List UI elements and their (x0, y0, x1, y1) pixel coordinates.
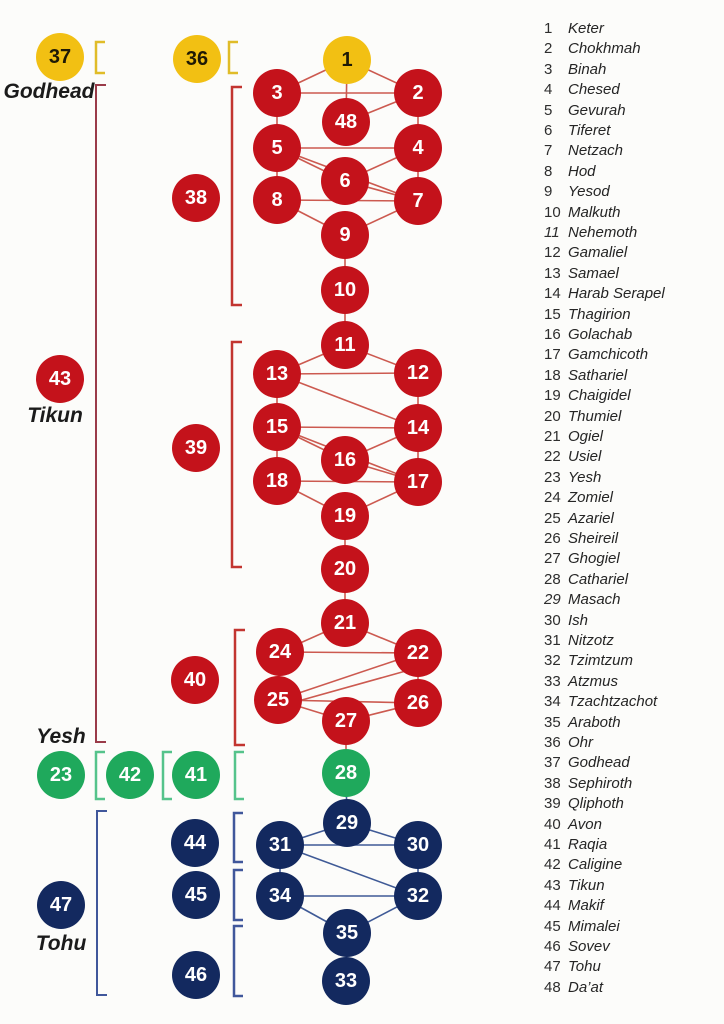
legend-item-name: Sovev (568, 938, 610, 955)
legend-item-number: 41 (544, 836, 561, 853)
legend-item-number: 39 (544, 795, 561, 813)
legend-item-number: 7 (544, 142, 553, 160)
legend-item-name: Zomiel (568, 489, 614, 507)
node-23: 23 (37, 751, 85, 799)
legend-item-number: 32 (544, 652, 561, 670)
legend-item-name: Keter (568, 20, 604, 37)
legend-item-number: 5 (544, 101, 553, 119)
node-42: 42 (106, 751, 154, 799)
legend-item-name: Thagirion (568, 305, 631, 323)
legend-item-10 (510, 204, 720, 224)
node-16: 16 (321, 436, 369, 484)
legend-item-name: Tzimtzum (568, 652, 633, 670)
node-26: 26 (394, 679, 442, 727)
node-10: 10 (321, 266, 369, 314)
node-18: 18 (253, 457, 301, 505)
legend-item-number: 4 (544, 81, 553, 99)
legend-item-17 (510, 346, 720, 366)
legend-item-name: Atzmus (568, 672, 619, 690)
bracket-36 (229, 42, 238, 73)
legend-item-number: 20 (544, 407, 561, 425)
legend-item-name: Golachab (568, 326, 633, 343)
legend-item-name: Yesod (568, 183, 610, 201)
legend-item-29 (510, 591, 720, 611)
node-46: 46 (172, 951, 220, 999)
node-36: 36 (173, 35, 221, 83)
legend-item-16 (510, 326, 720, 346)
legend-item-name: Avon (568, 815, 602, 833)
legend-item-number: 48 (544, 978, 561, 996)
legend-item-32 (510, 652, 720, 672)
legend-item-45 (510, 918, 720, 938)
node-15: 15 (253, 403, 301, 451)
node-17: 17 (394, 458, 442, 506)
legend-item-number: 21 (544, 428, 561, 445)
legend-item-22 (510, 448, 720, 468)
bracket-tikun-span (96, 85, 106, 742)
bracket-38-group (232, 87, 242, 305)
legend-item-name: Godhead (568, 754, 630, 772)
legend-item-48 (510, 979, 720, 999)
legend-item-name: Tiferet (568, 122, 611, 139)
legend-item-name: Hod (568, 162, 596, 180)
node-28: 28 (322, 749, 370, 797)
legend-item-number: 29 (544, 591, 561, 609)
legend-item-23 (510, 469, 720, 489)
node-45: 45 (172, 871, 220, 919)
bracket-39-group (232, 342, 242, 567)
legend-item-number: 40 (544, 815, 561, 833)
legend-item-number: 25 (544, 509, 561, 527)
legend-item-number: 14 (544, 285, 561, 303)
node-41: 41 (172, 751, 220, 799)
node-44: 44 (171, 819, 219, 867)
legend-item-13 (510, 265, 720, 285)
label-tikun: Tikun (27, 404, 83, 427)
legend-item-11 (510, 224, 720, 244)
node-12: 12 (394, 349, 442, 397)
node-8: 8 (253, 176, 301, 224)
legend-item-3 (510, 61, 720, 81)
bracket-23 (96, 752, 105, 799)
legend-item-number: 33 (544, 672, 561, 690)
node-7: 7 (394, 177, 442, 225)
legend-item-42 (510, 856, 720, 876)
legend-item-name: Ogiel (568, 428, 604, 445)
legend-item-name: Yesh (568, 468, 602, 486)
legend-item-name: Araboth (568, 713, 621, 731)
legend-item-name: Binah (568, 60, 607, 78)
legend-item-19 (510, 387, 720, 407)
legend-item-number: 12 (544, 244, 561, 262)
node-29: 29 (323, 799, 371, 847)
legend-item-14 (510, 285, 720, 305)
legend-item-name: Masach (568, 591, 621, 609)
node-38: 38 (172, 174, 220, 222)
legend-item-41 (510, 836, 720, 856)
legend-item-number: 28 (544, 570, 561, 588)
legend-item-39 (510, 795, 720, 815)
legend-item-number: 1 (544, 20, 553, 37)
legend-item-number: 36 (544, 734, 561, 751)
legend-item-33 (510, 673, 720, 693)
legend-item-name: Samael (568, 264, 619, 282)
legend-item-5 (510, 102, 720, 122)
legend-item-name: Sathariel (568, 366, 628, 384)
node-35: 35 (323, 909, 371, 957)
legend-item-number: 18 (544, 366, 561, 384)
bracket-41 (235, 752, 244, 799)
legend-item-12 (510, 244, 720, 264)
node-47: 47 (37, 881, 85, 929)
legend-item-number: 10 (544, 203, 561, 221)
legend-item-name: Tikun (568, 876, 605, 894)
legend-item-36 (510, 734, 720, 754)
node-2: 2 (394, 69, 442, 117)
node-43: 43 (36, 355, 84, 403)
legend-item-46 (510, 938, 720, 958)
node-14: 14 (394, 404, 442, 452)
node-22: 22 (394, 629, 442, 677)
legend-item-name: Chokhmah (568, 40, 641, 58)
legend-item-1 (510, 20, 720, 40)
node-25: 25 (254, 676, 302, 724)
legend-item-number: 44 (544, 897, 561, 915)
legend-item-name: Qliphoth (568, 795, 624, 813)
label-godhead: Godhead (3, 80, 95, 103)
legend-item-name: Mimalei (568, 917, 620, 935)
label-yesh: Yesh (36, 725, 86, 748)
legend-item-30 (510, 612, 720, 632)
node-32: 32 (394, 872, 442, 920)
legend-item-name: Thumiel (568, 407, 622, 425)
node-31: 31 (256, 821, 304, 869)
node-33: 33 (322, 957, 370, 1005)
legend-item-number: 15 (544, 305, 561, 323)
legend-item-38 (510, 775, 720, 795)
legend-item-20 (510, 408, 720, 428)
legend-item-name: Azariel (568, 509, 614, 527)
bracket-44-group (234, 813, 243, 862)
legend-item-number: 22 (544, 448, 561, 466)
node-20: 20 (321, 545, 369, 593)
legend-item-name: Chesed (568, 81, 620, 99)
legend-item-name: Malkuth (568, 203, 621, 221)
legend-item-number: 45 (544, 917, 561, 935)
node-24: 24 (256, 628, 304, 676)
legend-item-name: Gamchicoth (568, 346, 649, 364)
legend-item-number: 2 (544, 40, 553, 58)
legend-item-number: 31 (544, 632, 561, 649)
legend-item-name: Da’at (568, 978, 604, 996)
legend-item-name: Tzachtzachot (568, 693, 658, 711)
legend-item-44 (510, 897, 720, 917)
legend-item-31 (510, 632, 720, 652)
legend-item-number: 34 (544, 693, 561, 711)
node-19: 19 (321, 492, 369, 540)
legend-item-number: 43 (544, 876, 561, 894)
legend-item-number: 3 (544, 60, 553, 78)
legend-item-15 (510, 306, 720, 326)
node-34: 34 (256, 872, 304, 920)
node-9: 9 (321, 211, 369, 259)
legend-item-25 (510, 510, 720, 530)
bracket-45-group (234, 870, 243, 920)
legend-item-name: Makif (568, 897, 604, 915)
legend-item-number: 23 (544, 468, 561, 486)
bracket-46-group (234, 926, 243, 996)
legend-item-name: Cathariel (568, 570, 629, 588)
node-40: 40 (171, 656, 219, 704)
legend-item-28 (510, 571, 720, 591)
legend-item-number: 9 (544, 183, 553, 201)
legend-item-43 (510, 877, 720, 897)
legend-item-47 (510, 958, 720, 978)
legend-item-number: 17 (544, 346, 561, 364)
node-3: 3 (253, 69, 301, 117)
legend-item-number: 27 (544, 550, 561, 568)
legend-item-number: 13 (544, 264, 561, 282)
legend-item-7 (510, 142, 720, 162)
legend-item-name: Ghogiel (568, 550, 620, 568)
legend-item-number: 8 (544, 162, 553, 180)
legend-item-name: Chaigidel (568, 387, 631, 405)
legend-item-34 (510, 693, 720, 713)
legend-item-name: Sheireil (568, 530, 619, 547)
node-13: 13 (253, 350, 301, 398)
legend-item-27 (510, 550, 720, 570)
legend-item-name: Ish (568, 611, 589, 629)
legend-item-name: Harab Serapel (568, 285, 665, 303)
node-1: 1 (323, 36, 371, 84)
legend-item-name: Netzach (568, 142, 624, 160)
legend-item-name: Caligine (568, 856, 623, 874)
bracket-37 (96, 42, 105, 73)
legend-item-number: 35 (544, 713, 561, 731)
legend-item-6 (510, 122, 720, 142)
legend-item-26 (510, 530, 720, 550)
node-27: 27 (322, 697, 370, 745)
node-11: 11 (321, 321, 369, 369)
legend-item-number: 11 (544, 224, 560, 241)
legend-item-number: 16 (544, 326, 561, 343)
legend-item-name: Raqia (568, 836, 608, 853)
legend-item-name: Gamaliel (568, 244, 628, 262)
node-30: 30 (394, 821, 442, 869)
legend-item-number: 38 (544, 774, 561, 792)
legend-item-number: 26 (544, 530, 561, 547)
legend-item-4 (510, 81, 720, 101)
legend-item-number: 46 (544, 938, 561, 955)
legend-item-8 (510, 163, 720, 183)
legend-item-40 (510, 816, 720, 836)
legend-item-number: 42 (544, 856, 561, 874)
node-21: 21 (321, 599, 369, 647)
bracket-tohu-span (97, 811, 107, 995)
bracket-40-group (235, 630, 245, 745)
legend-item-2 (510, 40, 720, 60)
bracket-42 (163, 752, 172, 799)
legend-item-18 (510, 367, 720, 387)
node-6: 6 (321, 157, 369, 205)
legend-item-21 (510, 428, 720, 448)
label-tohu: Tohu (35, 932, 87, 955)
legend-item-name: Tohu (568, 958, 601, 976)
legend-item-name: Sephiroth (568, 774, 633, 792)
legend-item-name: Ohr (568, 734, 594, 751)
legend-item-name: Nitzotz (568, 632, 614, 649)
legend-item-number: 47 (544, 958, 561, 976)
legend-item-9 (510, 183, 720, 203)
legend-item-35 (510, 714, 720, 734)
legend-item-name: Gevurah (568, 101, 626, 119)
legend-item-name: Usiel (568, 448, 602, 466)
node-48: 48 (322, 98, 370, 146)
legend-item-number: 6 (544, 122, 553, 139)
node-37: 37 (36, 33, 84, 81)
node-5: 5 (253, 124, 301, 172)
legend-item-number: 30 (544, 611, 561, 629)
legend-item-37 (510, 754, 720, 774)
node-39: 39 (172, 424, 220, 472)
legend-item-number: 19 (544, 387, 561, 405)
legend-item-number: 37 (544, 754, 561, 772)
node-4: 4 (394, 124, 442, 172)
legend-item-name: Nehemoth (568, 224, 638, 241)
legend-item-24 (510, 489, 720, 509)
legend-item-number: 24 (544, 489, 561, 507)
